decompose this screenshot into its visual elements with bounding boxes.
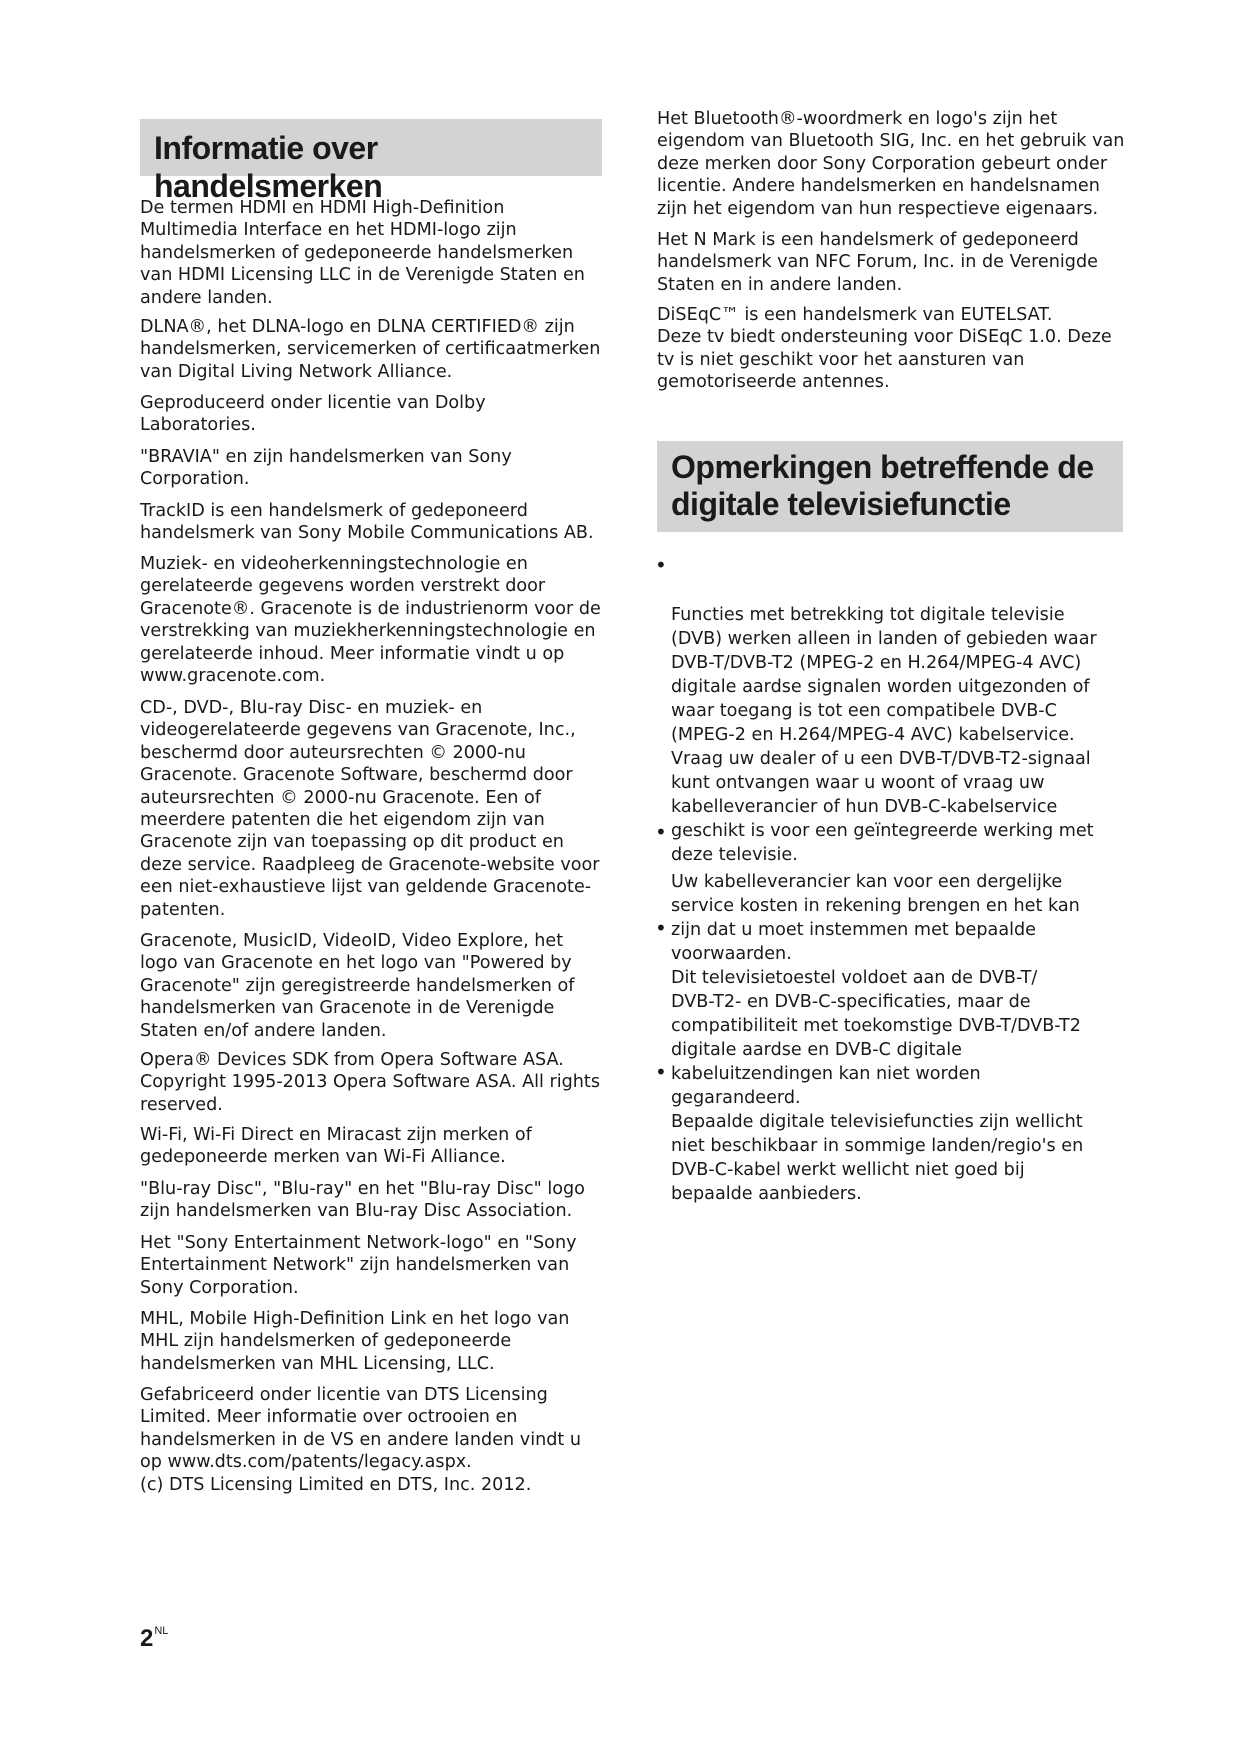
list-item-text: Functies met betrekking tot digitale televisie (DVB) werken alleen in landen of gebieden waar DVB-T/DVB-T2 (MPEG-2 en H.264/MPEG-4 AVC) digitale aardse signalen worden uitgezonden of waar toegang is tot een compatibele DVB-C (MPEG-2 en H.264/MPEG-4 AVC) kabelservice. Vraag uw dealer of u een DVB-T/DVB-T2-signaal kunt ontvangen waar u woont of vraag uw kabelleverancier of hun DVB-C-kabelservice geschikt is voor een geïntegreerde werking met deze televisie. — [671, 605, 1097, 865]
paragraph-opera: Opera® Devices SDK from Opera Software ASA. Copyright 1995-2013 Opera Software ASA. All rights reserved. — [140, 1050, 600, 1115]
page-number-value: 2 — [140, 1625, 154, 1652]
paragraph-nfc: Het N Mark is een handelsmerk of gedeponeerd handelsmerk van NFC Forum, Inc. in de Verenigde Staten en in andere landen. — [657, 230, 1098, 295]
paragraph-dlna: DLNA®, het DLNA-logo en DLNA CERTIFIED® zijn handelsmerken, servicemerken of certificaatmerken van Digital Living Network Alliance. — [140, 317, 601, 382]
section-heading-trademarks: Informatie over handelsmerken — [140, 119, 602, 176]
section-heading-digital-tv: Opmerkingen betreffende de digitale televisiefunctie — [657, 441, 1123, 532]
paragraph-mhl: MHL, Mobile High-Definition Link en het logo van MHL zijn handelsmerken of gedeponeerde handelsmerken van MHL Licensing, LLC. — [140, 1309, 570, 1374]
paragraph-bluetooth: Het Bluetooth®-woordmerk en logo's zijn het eigendom van Bluetooth SIG, Inc. en het gebruik van deze merken door Sony Corporation gebeurt onder licentie. Andere handelsmerken en handelsnamen zijn het eigendom van hun respectieve eigenaars. — [657, 109, 1125, 219]
paragraph-bravia: "BRAVIA" en zijn handelsmerken van Sony Corporation. — [140, 447, 512, 490]
paragraph-dolby: Geproduceerd onder licentie van Dolby Laboratories. — [140, 393, 486, 436]
list-item — [655, 1060, 1125, 1204]
paragraph-wifi: Wi-Fi, Wi-Fi Direct en Miracast zijn merken of gedeponeerde merken van Wi-Fi Alliance. — [140, 1125, 532, 1168]
bullet-icon: • — [655, 916, 667, 940]
paragraph-trackid: TrackID is een handelsmerk of gedeponeerd handelsmerk van Sony Mobile Communications AB. — [140, 501, 594, 544]
paragraph-gracenote-tech: Muziek- en videoherkenningstechnologie en gerelateerde gegevens worden verstrekt door Gracenote®. Gracenote is de industrienorm voor de verstrekking van muziekherkenningstechnologie en gerelateerde inhoud. Meer informatie vindt u op www.gracenote.com. — [140, 554, 601, 687]
list-item-text: Uw kabelleverancier kan voor een dergelijke service kosten in rekening brengen en het kan zijn dat u moet instemmen met bepaalde voorwaarden. — [671, 872, 1080, 964]
page-number — [140, 1625, 168, 1653]
list-item-text: Bepaalde digitale televisiefuncties zijn wellicht niet beschikbaar in sommige landen/regio's en DVB-C-kabel werkt wellicht niet goed bij bepaalde aanbieders. — [671, 1112, 1084, 1204]
list-item — [655, 916, 1125, 1108]
paragraph-gracenote-marks: Gracenote, MusicID, VideoID, Video Explore, het logo van Gracenote en het logo van "Powered by Gracenote" zijn geregistreerde handelsmerken of handelsmerken van Gracenote in de Verenigde Staten en/of andere landen. — [140, 931, 575, 1041]
bullet-icon: • — [655, 553, 667, 577]
paragraph-sen: Het "Sony Entertainment Network-logo" en "Sony Entertainment Network" zijn handelsmerken van Sony Corporation. — [140, 1233, 577, 1298]
paragraph-gracenote-data: CD-, DVD-, Blu-ray Disc- en muziek- en videogerelateerde gegevens van Gracenote, Inc., beschermd door auteursrechten © 2000-nu Gracenote. Gracenote Software, beschermd door auteursrechten © 2000-nu Gracenote. Een of meerdere patenten die het eigendom zijn van Gracenote zijn van toepassing op dit product en deze service. Raadpleeg de Gracenote-website voor een niet-exhaustieve lijst van geldende Gracenote- patenten. — [140, 698, 600, 920]
list-item — [655, 553, 1125, 865]
paragraph-dts: Gefabriceerd onder licentie van DTS Licensing Limited. Meer informatie over octrooien en handelsmerken in de VS en andere landen vindt u op www.dts.com/patents/legacy.aspx. (c) DTS Licensing Limited en DTS, Inc. 2012. — [140, 1385, 582, 1495]
paragraph-hdmi: De termen HDMI en HDMI High-Definition Multimedia Interface en het HDMI-logo zijn handelsmerken of gedeponeerde handelsmerken van HDMI Licensing LLC in de Verenigde Staten en andere landen. — [140, 198, 585, 308]
bullet-icon: • — [655, 820, 667, 844]
bullet-icon: • — [655, 1060, 667, 1084]
list-item — [655, 820, 1125, 964]
list-item-text: Dit televisietoestel voldoet aan de DVB-T/ DVB-T2- en DVB-C-specificaties, maar de compatibiliteit met toekomstige DVB-T/DVB-T2 digitale aardse en DVB-C digitale kabeluitzendingen kan niet worden gegarandeerd. — [671, 968, 1081, 1108]
paragraph-bluray: "Blu-ray Disc", "Blu-ray" en het "Blu-ray Disc" logo zijn handelsmerken van Blu-ray Disc Association. — [140, 1179, 585, 1222]
paragraph-diseqc: DiSEqC™ is een handelsmerk van EUTELSAT. Deze tv biedt ondersteuning voor DiSEqC 1.0. Deze tv is niet geschikt voor het aansturen van gemotoriseerde antennes. — [657, 305, 1112, 393]
page-language-suffix: NL — [154, 1625, 169, 1637]
